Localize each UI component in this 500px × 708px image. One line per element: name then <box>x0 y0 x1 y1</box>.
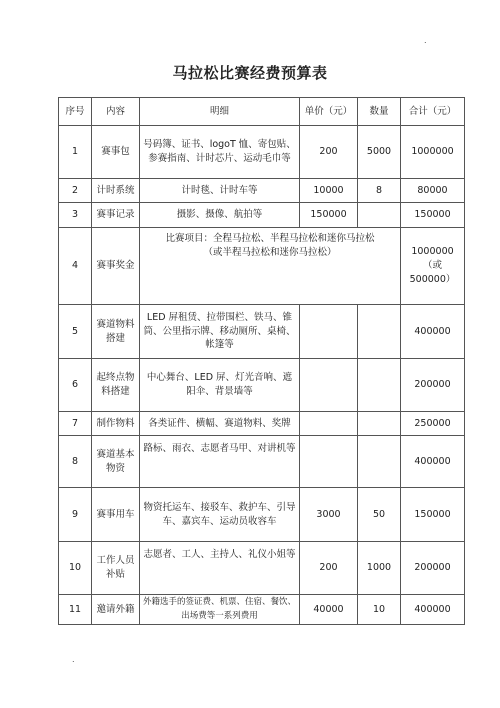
cell-content: 赛事记录 <box>92 203 140 228</box>
cell-no: 7 <box>59 412 92 436</box>
table-row <box>59 412 465 436</box>
table-row <box>59 595 465 625</box>
cell-qty: 10 <box>358 595 401 625</box>
cell-price: 10000 <box>300 179 358 203</box>
cell-price <box>300 305 358 359</box>
cell-qty: 5000 <box>358 126 401 179</box>
cell-qty <box>358 412 401 436</box>
cell-no: 4 <box>59 228 92 305</box>
table-row <box>59 305 465 359</box>
cell-qty <box>358 203 401 228</box>
cell-qty: 8 <box>358 179 401 203</box>
table-row <box>59 436 465 488</box>
cell-price: 3000 <box>300 488 358 542</box>
cell-no: 11 <box>59 595 92 625</box>
cell-no: 6 <box>59 359 92 412</box>
table-row <box>59 203 465 228</box>
cell-total: 150000 <box>401 488 465 542</box>
cell-content: 起终点物料搭建 <box>92 359 140 412</box>
cell-price <box>300 436 358 488</box>
total-line: 1000000 <box>411 246 454 258</box>
cell-total: 400000 <box>401 305 465 359</box>
cell-total: 1000000 <box>401 126 465 179</box>
cell-detail: 外籍选手的签证费、机票、住宿、餐饮、出场费等一系列费用 <box>140 595 300 625</box>
cell-qty <box>358 305 401 359</box>
cell-content: 赛事奖金 <box>92 228 140 305</box>
cell-content: 赛道物料搭建 <box>92 305 140 359</box>
cell-content: 工作人员补贴 <box>92 542 140 595</box>
cell-no: 10 <box>59 542 92 595</box>
cell-no: 3 <box>59 203 92 228</box>
cell-total: 250000 <box>401 412 465 436</box>
cell-content: 邀请外籍 <box>92 595 140 625</box>
cell-total: 400000 <box>401 436 465 488</box>
cell-price <box>300 412 358 436</box>
cell-detail: 各类证件、横幅、赛道物料、奖牌 <box>140 412 300 436</box>
header-total: 合计（元） <box>401 98 465 126</box>
cell-detail: 志愿者、工人、主持人、礼仪小姐等 <box>140 542 300 595</box>
cell-qty: 50 <box>358 488 401 542</box>
cell-detail: 摄影、摄像、航拍等 <box>140 203 300 228</box>
total-line: （或 <box>422 260 442 272</box>
cell-price: 150000 <box>300 203 358 228</box>
header-price: 单价（元） <box>300 98 358 126</box>
cell-content: 赛事包 <box>92 126 140 179</box>
header-qty: 数量 <box>358 98 401 126</box>
cell-no: 5 <box>59 305 92 359</box>
cell-total: 200000 <box>401 359 465 412</box>
cell-price: 200 <box>300 126 358 179</box>
cell-content: 制作物料 <box>92 412 140 436</box>
cell-content: 赛道基本物资 <box>92 436 140 488</box>
cell-price: 40000 <box>300 595 358 625</box>
cell-detail: 中心舞台、LED 屏、灯光音响、遮阳伞、背景墙等 <box>140 359 300 412</box>
cell-qty: 1000 <box>358 542 401 595</box>
cell-no: 2 <box>59 179 92 203</box>
cell-no: 8 <box>59 436 92 488</box>
table-row <box>59 359 465 412</box>
cell-detail: 号码簿、证书、logoT 恤、寄包贴、参赛指南、计时芯片、运动毛巾等 <box>140 126 300 179</box>
cell-no: 1 <box>59 126 92 179</box>
cell-qty <box>358 436 401 488</box>
scan-dot-top: . <box>424 36 427 45</box>
cell-total: 150000 <box>401 203 465 228</box>
cell-detail: LED 屏租赁、拉带围栏、铁马、锥筒、公里指示牌、移动厕所、桌椅、帐篷等 <box>140 305 300 359</box>
page-title: 马拉松比赛经费预算表 <box>172 64 328 82</box>
detail-line: 比赛项目：全程马拉松、半程马拉松和迷你马拉松 <box>165 233 375 244</box>
cell-total: 80000 <box>401 179 465 203</box>
scan-dot-bottom: . <box>72 655 75 664</box>
cell-detail: 物资托运车、接驳车、救护车、引导车、嘉宾车、运动员收容车 <box>140 488 300 542</box>
table-row <box>59 126 465 179</box>
budget-table <box>58 97 465 625</box>
cell-total: 200000 <box>401 542 465 595</box>
header-no: 序号 <box>59 98 92 126</box>
table-row <box>59 542 465 595</box>
cell-total: 400000 <box>401 595 465 625</box>
cell-no: 9 <box>59 488 92 542</box>
table-row <box>59 488 465 542</box>
table-header-row <box>59 98 465 126</box>
header-detail: 明细 <box>140 98 300 126</box>
header-content: 内容 <box>92 98 140 126</box>
cell-detail: 计时毯、计时车等 <box>140 179 300 203</box>
detail-line: （或半程马拉松和迷你马拉松） <box>203 246 337 258</box>
cell-content: 赛事用车 <box>92 488 140 542</box>
total-line: 500000） <box>409 273 456 285</box>
cell-price: 200 <box>300 542 358 595</box>
cell-qty <box>358 359 401 412</box>
cell-total <box>401 228 465 305</box>
cell-detail: 路标、雨衣、志愿者马甲、对讲机等 <box>140 436 300 488</box>
cell-price <box>300 359 358 412</box>
cell-content: 计时系统 <box>92 179 140 203</box>
cell-detail <box>140 228 401 305</box>
table-row <box>59 179 465 203</box>
table-row <box>59 228 465 305</box>
